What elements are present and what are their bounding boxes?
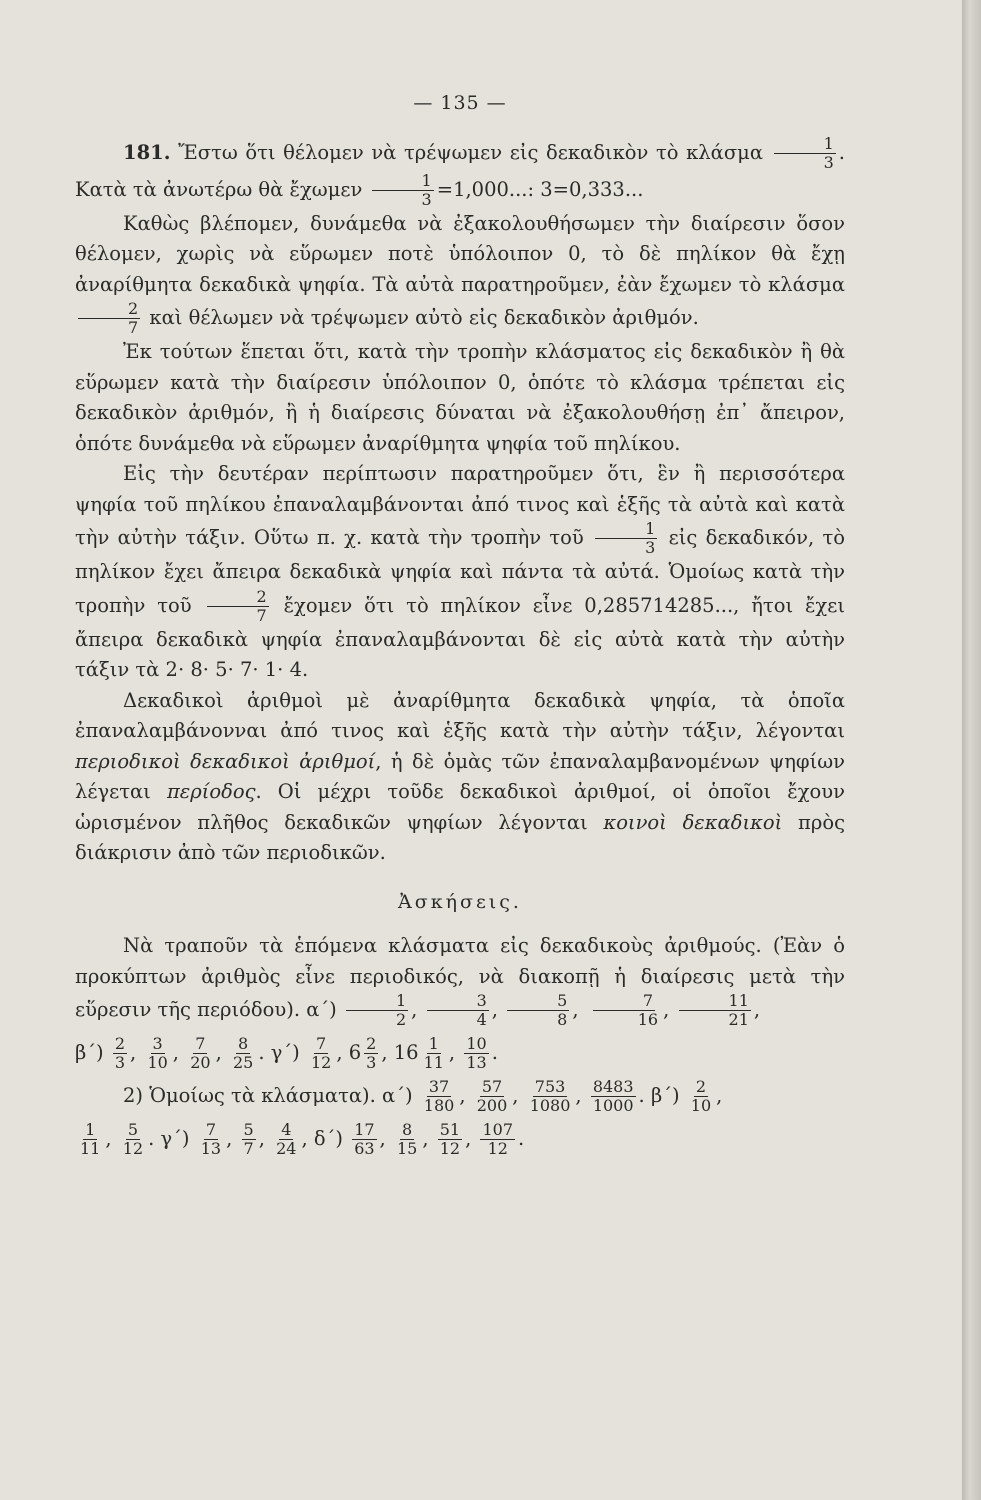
exercise-2d-fractions: $\frac{17}{63}$ , $\frac{8}{15}$ , $\frac{51}{12}$ , $\frac{107}{12}$ . <box>354 1120 525 1158</box>
exercise-b-line: β΄) $\frac{2}{3}$ , $\frac{3}{10}$ , $\frac{7}{20}$ , $\frac{8}{25}$ . γ΄) $\frac{7}{12}$ , 6 $\frac{2}{3}$ , 16 $\frac{1}{11}$ , $\frac{10}{13}$ . <box>75 1034 498 1072</box>
exercise-2g-fractions: $\frac{7}{13}$ , $\frac{5}{7}$ , $\frac{4}{24}$ , <box>200 1120 314 1158</box>
fraction: $\frac{2}{3}$ <box>114 1034 126 1072</box>
fraction: $\frac{2}{10}$ <box>690 1077 712 1115</box>
exercises-heading: Ἀσκήσεις. <box>398 890 522 913</box>
fraction: $\frac{3}{10}$ <box>147 1034 168 1072</box>
exercise-2b-fractions-start: $\frac{2}{10}$ , <box>690 1077 723 1115</box>
term-periodic: περιοδικοὶ δεκαδικοὶ ἀριθμοί <box>75 749 376 773</box>
page-text <box>75 88 845 1164</box>
page-number: — 135 — <box>413 92 507 114</box>
fraction: $\frac{7}{13}$ <box>200 1120 222 1158</box>
fraction: $\frac{5}{8}$ <box>507 992 569 1029</box>
paragraph: Καθὼς βλέπομεν, δυνάμεθα νὰ ἐξακολουθήσωμεν τὴν διαίρεσιν ὅσον θέλομεν, χωρὶς νὰ εὕρωμεν ποτὲ ὑπόλοιπον 0, τὸ δὲ πηλίκον θὰ ἔχῃ ἀναρίθμητα δεκαδικὰ ψηφία. Τὰ αὐτὰ παρατηροῦμεν, ἐὰν ἔχωμεν τὸ κλάσμα $\frac{2}{7}$ καὶ θέλωμεν νὰ τρέψωμεν αὐτὸ εἰς δεκαδικὸν ἀριθμόν. <box>75 211 845 337</box>
fraction: $\frac{2}{7}$ <box>78 300 140 337</box>
term-common-decimal: κοινοὶ δεκαδικοὶ <box>603 810 783 834</box>
exercise-2b-fractions-rest: $\frac{1}{11}$ , $\frac{5}{12}$ . <box>80 1120 161 1158</box>
fraction: $\frac{8}{15}$ <box>396 1120 418 1158</box>
paragraph: Δεκαδικοὶ ἀριθμοὶ μὲ ἀναρίθμητα δεκαδικὰ ψηφία, τὰ ὁποῖα ἐπαναλαμβάνονναι ἀπό τινος καὶ ἑξῆς κατὰ τὴν αὐτὴν τάξιν, λέγονται περιοδικοὶ δεκαδικοὶ ἀριθμοί, ἡ δὲ ὁμὰς τῶν ἐπαναλαμβανομένων ψηφίων λέγεται περίοδος. Οἱ μέχρι τοῦδε δεκαδικοὶ ἀριθμοί, οἱ ὁποῖοι ἔχουν ὡρισμένον πλῆθος δεκαδικῶν ψηφίων λέγονται κοινοὶ δεκαδικοὶ πρὸς διάκρισιν ἀπὸ τῶν περιοδικῶν. <box>75 688 846 864</box>
exercise-2a-fractions: $\frac{37}{180}$ , $\frac{57}{200}$ , $\frac{753}{1080}$ , $\frac{8483}{1000}$ . <box>423 1077 651 1115</box>
fraction: $\frac{7}{20}$ <box>190 1034 211 1072</box>
fraction: $\frac{5}{7}$ <box>243 1120 254 1158</box>
exercise-g-fractions: $\frac{7}{12}$ , 6 $\frac{2}{3}$ , 16 $\frac{1}{11}$ , $\frac{10}{13}$ . <box>310 1034 498 1072</box>
fraction: $\frac{1}{3}$ <box>774 135 836 172</box>
fraction: $\frac{5}{12}$ <box>122 1120 144 1158</box>
fraction: $\frac{8483}{1000}$ <box>592 1077 634 1115</box>
fraction: $\frac{753}{1080}$ <box>529 1077 571 1115</box>
fraction: $\frac{107}{12}$ <box>482 1120 514 1158</box>
page-edge <box>962 0 981 1500</box>
section-181-intro: 181. Ἔστω ὅτι θέλομεν νὰ τρέψωμεν εἰς δεκαδικὸν τὸ κλάσμα $\frac{1}{3}$ . Κατὰ τὰ ἀνωτέρω θὰ ἔχωμεν $\frac{1}{3}$ =1,000...: 3=0,333... <box>75 133 845 209</box>
fraction: $\frac{1}{3}$ <box>372 172 434 209</box>
fraction: $\frac{37}{180}$ <box>423 1077 455 1115</box>
section-number: 181. <box>123 140 171 164</box>
fraction: $\frac{2}{7}$ <box>207 588 269 625</box>
fraction: $\frac{17}{63}$ <box>354 1120 375 1158</box>
exercise-2-line-cont: $\frac{1}{11}$ , $\frac{5}{12}$ . γ΄) $\frac{7}{13}$ , $\frac{5}{7}$ , $\frac{4}{24}$ , δ΄) $\frac{17}{63}$ , $\frac{8}{15}$ , $\frac{51}{12}$ , $\frac{107}{12}$ . <box>75 1121 845 1158</box>
term-period: περίοδος <box>166 780 256 803</box>
exercise-intro: Νὰ τραποῦν τὰ ἑπόμενα κλάσματα εἰς δεκαδικοὺς ἀριθμούς. (Ἐὰν ὁ προκύπτων ἀριθμὸς εἶνε περιοδικός, νὰ διακοπῇ ἡ διαίρεσις μετὰ τὴν εὕρεσιν τῆς περιόδου). α΄) $\frac{1}{2}$ , $\frac{3}{4}$ , $\frac{5}{8}$ , $\frac{7}{16}$ , $\frac{11}{21}$ , <box>75 934 845 1029</box>
paragraph: Εἰς τὴν δευτέραν περίπτωσιν παρατηροῦμεν ὅτι, ἓν ἢ περισσότερα ψηφία τοῦ πηλίκου ἐπαναλαμβάνονται ἀπό τινος καὶ ἑξῆς τὰ αὐτὰ καὶ κατὰ τὴν αὐτὴν τάξιν. Οὕτω π. χ. κατὰ τὴν τροπὴν τοῦ $\frac{1}{3}$ εἰς δεκαδικόν, τὸ πηλίκον ἔχει ἄπειρα δεκαδικὰ ψηφία καὶ πάντα τὰ αὐτά. Ὁμοίως κατὰ τὴν τροπὴν τοῦ $\frac{2}{7}$ ἔχομεν ὅτι τὸ πηλίκον εἶνε 0,285714285..., ἤτοι ἔχει ἄπειρα δεκαδικὰ ψηφία ἐπαναλαμβάνονται δὲ εἰς αὐτὰ κατὰ τὴν αὐτὴν τάξιν τὰ 2· 8· 5· 7· 1· 4. <box>75 462 845 681</box>
fraction: $\frac{51}{12}$ <box>439 1120 461 1158</box>
fraction: $\frac{8}{25}$ <box>232 1034 254 1072</box>
fraction: $\frac{10}{13}$ <box>466 1034 487 1072</box>
exercise-2-line: 2) Ὁμοίως τὰ κλάσματα). α΄) $\frac{37}{180}$ , $\frac{57}{200}$ , $\frac{753}{1080}$ , $\frac{8483}{1000}$ . β΄) $\frac{2}{10}$ , <box>123 1077 723 1115</box>
fraction: $\frac{1}{11}$ <box>423 1034 444 1072</box>
fraction: $\frac{2}{3}$ <box>366 1034 377 1072</box>
fraction: $\frac{57}{200}$ <box>476 1077 508 1115</box>
paragraph: Ἐκ τούτων ἕπεται ὅτι, κατὰ τὴν τροπὴν κλάσματος εἰς δεκαδικὸν ἢ θὰ εὕρωμεν κατὰ τὴν διαίρεσιν ὑπόλοιπον 0, ὁπότε τὸ κλάσμα τρέπεται εἰς δεκαδικὸν ἀριθμόν, ἢ ἡ διαίρεσις δύναται νὰ ἐξακολουθήσῃ ἐπ᾽ ἄπειρον, ὁπότε δυνάμεθα νὰ εὕρωμεν ἀναρίθμητα ψηφία τοῦ πηλίκου. <box>75 340 845 455</box>
fraction: $\frac{1}{2}$ <box>346 992 408 1029</box>
fraction: $\frac{7}{16}$ <box>588 992 660 1029</box>
exercise-b-fractions: $\frac{2}{3}$ , $\frac{3}{10}$ , $\frac{7}{20}$ , $\frac{8}{25}$ . <box>114 1034 271 1072</box>
fraction: $\frac{4}{24}$ <box>276 1120 297 1158</box>
fraction: $\frac{7}{12}$ <box>310 1034 332 1072</box>
fraction: $\frac{11}{21}$ <box>679 992 751 1029</box>
fraction: $\frac{1}{11}$ <box>80 1120 101 1158</box>
fraction: $\frac{1}{3}$ <box>595 520 657 557</box>
fraction: $\frac{3}{4}$ <box>427 992 489 1029</box>
exercise-a-fractions: $\frac{1}{2}$ , $\frac{3}{4}$ , $\frac{5}{8}$ , $\frac{7}{16}$ , $\frac{11}{21}$ , <box>343 998 760 1021</box>
